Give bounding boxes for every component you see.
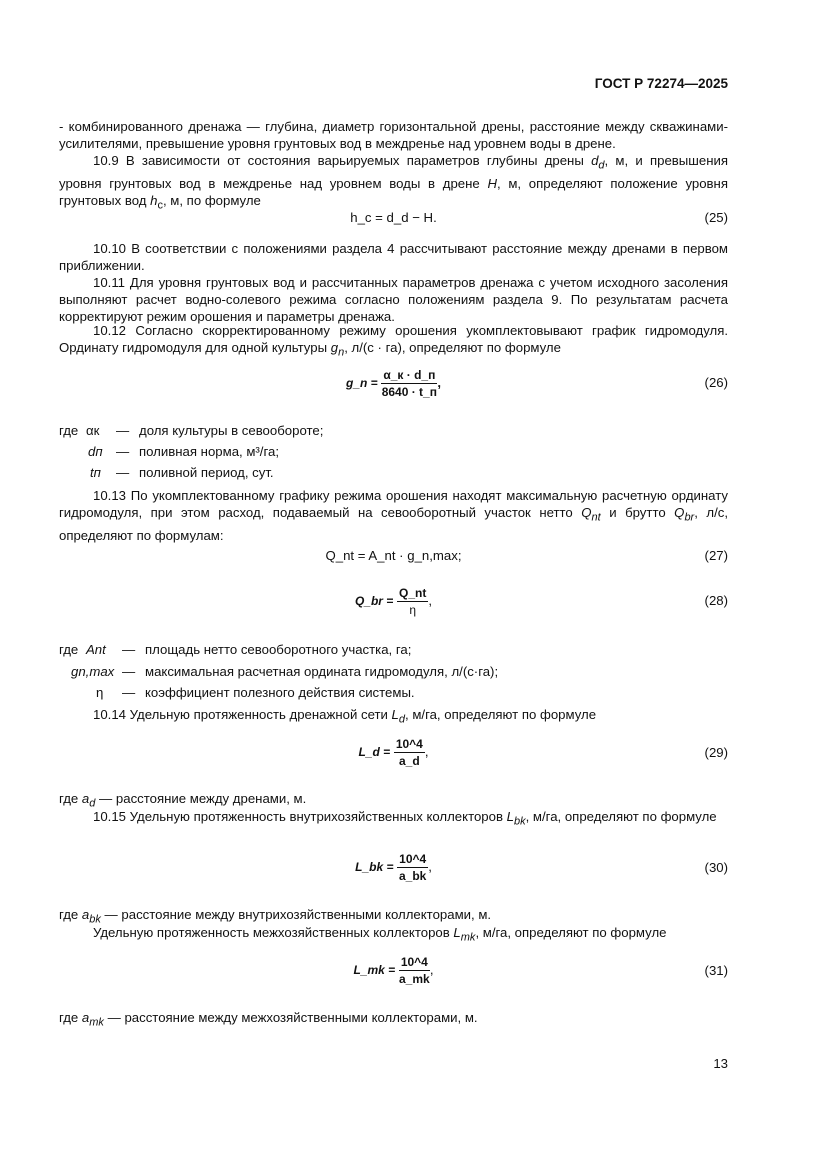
paragraph-10-15: 10.15 Удельную протяженность внутрихозяйственных коллекторов $L_{bk}$, м/га, определяют по формуле <box>93 809 717 828</box>
fraction: $\frac{10\^{}4}{a\_bk}$ <box>398 852 427 883</box>
definitions-28: где Ant — площадь нетто севооборотного участка, га; gn,max — максимальная расчетная ордината гидромодуля, л/(с·га); η — коэффициент полезного действия системы. <box>59 642 499 700</box>
fraction: $\frac{\alpha\_к \cdot d\_п}{8640 \cdot t\_п}$ <box>381 368 437 399</box>
document-header: ГОСТ Р 72274—2025 <box>594 76 728 91</box>
paragraph-10-14: 10.14 Удельную протяженность дренажной сети $L_d$, м/га, определяют по формуле <box>93 707 597 726</box>
formula-25: h_c = d_d − H. <box>350 210 437 225</box>
formula-30-number: (30) <box>704 860 728 875</box>
definition-31: где $a_{mk}$ — расстояние между межхозяйственными коллекторами, м. <box>59 1010 478 1029</box>
paragraph-10-10: 10.10 В соответствии с положениями раздела 4 рассчитывают расстояние между дренами в первом приближении. <box>59 241 728 273</box>
paragraph-10-12: 10.12 Согласно скорректированному режиму орошения укомплектовывают график гидромодуля. Ординату гидромодуля для одной культуры $g_n$, л/(с · га), определяют по формуле <box>59 323 728 359</box>
paragraph-interfarm: Удельную протяженность межхозяйственных коллекторов $L_{mk}$, м/га, определяют по формуле <box>93 925 667 944</box>
formula-31-number: (31) <box>704 963 728 978</box>
definitions-26: где αк — доля культуры в севообороте; dп — поливная норма, м³/га; tп — поливной период, сут. <box>59 423 324 480</box>
formula-27-number: (27) <box>704 548 728 563</box>
paragraph-combined-drainage: - комбинированного дренажа — глубина, диаметр горизонтальной дрены, расстояние между скважинами-усилителями, превышение уровня грунтовых вод в междренье над уровнем воды в дрене. <box>59 119 728 151</box>
formula-26: g_n = $\frac{\alpha\_к \cdot d\_п}{8640 \cdot t\_п}$ , <box>345 368 441 399</box>
paragraph-10-13: 10.13 По укомплектованному графику режима орошения находят максимальную расчетную ординату гидромодуля, при этом расход, подаваемый на севооборотный участок нетто $Q_{nt}$ и брутто $Q_{br}$, л/с, определяют по формулам: <box>59 488 728 543</box>
formula-29-number: (29) <box>704 745 728 760</box>
formula-27: Q_nt = A_nt · g_n,max; <box>325 548 462 563</box>
fraction: $\frac{10\^{}4}{a\_mk}$ <box>398 955 430 986</box>
formula-25-number: (25) <box>704 210 728 225</box>
definition-29: где $a_d$ — расстояние между дренами, м. <box>59 791 307 810</box>
definition-30: где $a_{bk}$ — расстояние между внутрихозяйственными коллекторами, м. <box>59 907 492 926</box>
formula-28: Q_br = $\frac{Q\_nt}{\eta}$ , <box>354 586 433 617</box>
formula-29: L_d = $\frac{10\^{}4}{a\_d}$ , <box>358 737 429 768</box>
formula-31: L_mk = $\frac{10\^{}4}{a\_mk}$ , <box>353 955 434 986</box>
fraction: $\frac{10\^{}4}{a\_d}$ <box>395 737 423 768</box>
formula-30: L_bk = $\frac{10\^{}4}{a\_bk}$ , <box>355 852 432 883</box>
fraction: $\frac{Q\_nt}{\eta}$ <box>399 586 427 617</box>
paragraph-10-11: 10.11 Для уровня грунтовых вод и рассчитанных параметров дренажа с учетом исходного засоления выполняют расчет водно-солевого режима согласно положениям раздела 9. По результатам расчета корректируют режим орошения и параметры дренажа. <box>59 275 728 324</box>
paragraph-10-9: 10.9 В зависимости от состояния варьируемых параметров глубины дрены $d_d$, м, и превышения уровня грунтовых вод в междренье над уровнем воды в дрене H, м, определяют положение уровня грунтовых вод $h_c$, м, по формуле <box>59 153 728 212</box>
formula-26-number: (26) <box>704 375 728 390</box>
formula-28-number: (28) <box>704 593 728 608</box>
page-number: 13 <box>713 1056 728 1071</box>
